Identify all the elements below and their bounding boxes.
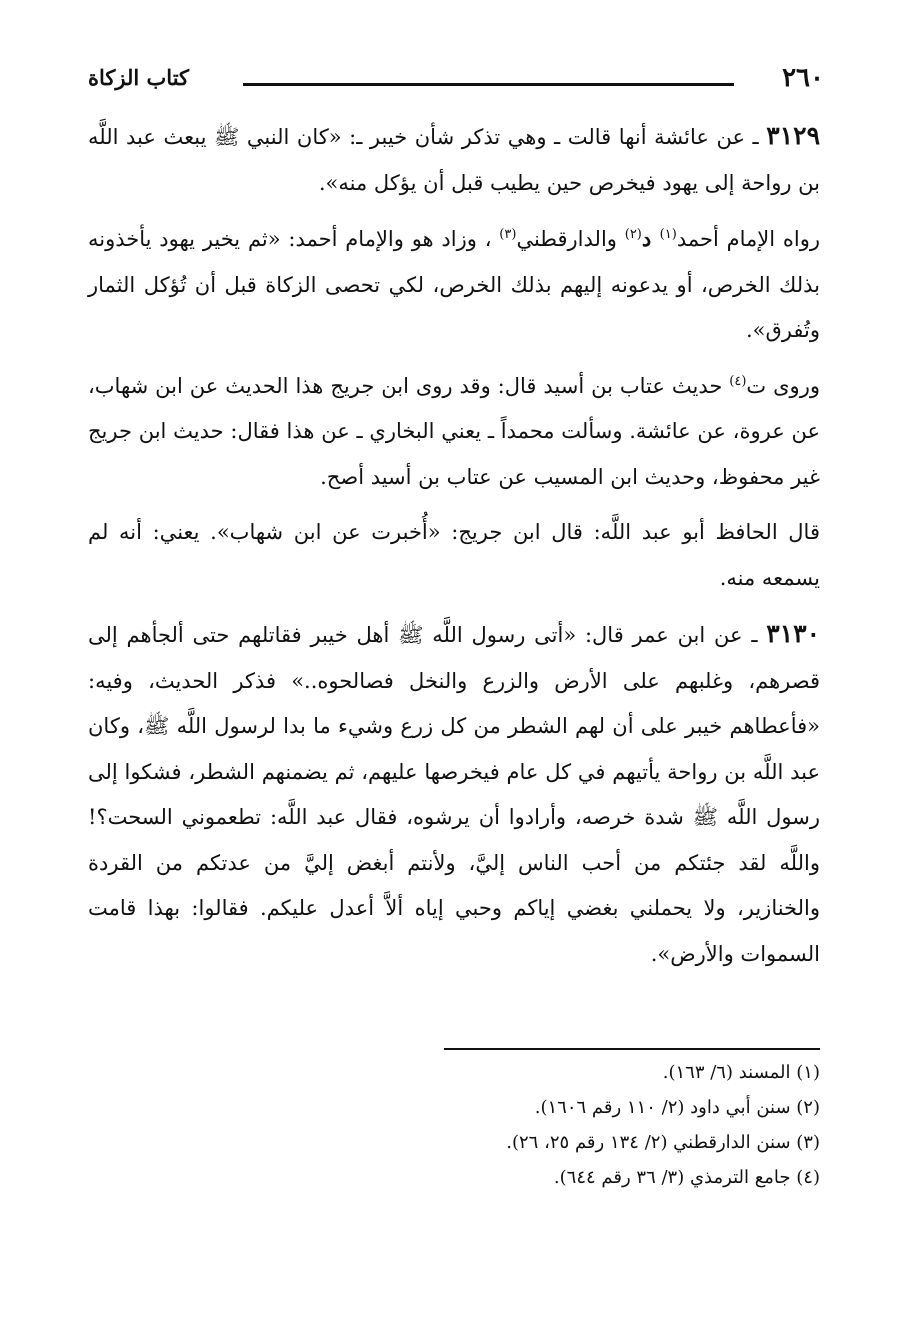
main-text xyxy=(88,113,820,987)
hadith-number: ٣١٣٠ xyxy=(766,619,820,648)
hadith-3130 xyxy=(88,611,820,977)
footnote: (٤) جامع الترمذي (٣/ ٣٦ رقم ٦٤٤). xyxy=(553,1167,820,1188)
footnote-rule xyxy=(444,1048,820,1050)
text-segment: وروى ت xyxy=(746,373,820,398)
text-segment: رواه الإمام أحمد xyxy=(676,227,820,251)
footnote-marker: (٢) xyxy=(624,227,642,242)
text-segment: ، وزاد هو والإمام أحمد: «ثم يخير يهود يأخذونه بذلك الخرص، أو يدعونه إليهم بذلك الخرص، لكي تحصى الزكاة قبل أن تُؤكل الثمار وتُفرق». xyxy=(88,227,820,342)
book-title: كتاب الزكاة xyxy=(88,65,190,90)
footnotes xyxy=(88,1055,820,1195)
text-segment: د xyxy=(641,226,660,251)
text-segment: قال الحافظ أبو عبد اللَّه: قال ابن جريج: «أُخبرت عن ابن شهاب». يعني: أنه لم يسمعه منه. xyxy=(88,520,820,590)
paragraph-hafiz xyxy=(88,510,820,601)
page-number: ٢٦٠ xyxy=(782,63,824,93)
footnote: (١) المسند (٦/ ١٦٣). xyxy=(662,1062,820,1083)
footnote: (٣) سنن الدارقطني (٢/ ١٣٤ رقم ٢٥، ٢٦). xyxy=(506,1132,820,1153)
text-segment: حديث عتاب بن أسيد قال: وقد روى ابن جريج هذا الحديث عن ابن شهاب، عن عروة، عن عائشة. وسألت محمداً ـ يعني البخاري ـ عن هذا فقال: حديث ابن جريج غير محفوظ، وحديث ابن المسيب عن عتاب بن أسيد أصح. xyxy=(88,373,820,489)
footnote-marker: (١) xyxy=(659,227,677,242)
hadith-3129 xyxy=(88,113,820,206)
page-header xyxy=(88,62,824,102)
footnote-marker: (٣) xyxy=(499,227,517,242)
text-segment: والدارقطني xyxy=(516,227,625,251)
hadith-text: ـ عن عائشة أنها قالت ـ وهي تذكر شأن خيبر ـ: «كان النبي ﷺ يبعث عبد اللَّه بن رواحة إلى يهود فيخرص حين يطيب قبل أن يؤكل منه». xyxy=(88,125,820,195)
paragraph-tirmidhi xyxy=(88,364,820,501)
hadith-text: ـ عن ابن عمر قال: «أتى رسول اللَّه ﷺ أهل خيبر فقاتلهم حتى ألجأهم إلى قصرهم، وغلبهم على الأرض والزرع والنخل فصالحوه..» فذكر الحديث، وفيه: «فأعطاهم خيبر على أن لهم الشطر من كل زرع وشيء ما بدا لرسول اللَّه ﷺ، وكان عبد اللَّه بن رواحة يأتيهم في كل عام فيخرصها عليهم، ثم يضمنهم الشطر، فشكوا إلى رسول اللَّه ﷺ شدة خرصه، وأرادوا أن يرشوه، فقال عبد اللَّه: تطعموني السحت؟! واللَّه لقد جئتكم من أحب الناس إليَّ، ولأنتم أبغض إليَّ من عدتكم من القردة والخنازير، ولا يحملني بغضي إياكم وحبي إياه ألاَّ أعدل عليكم. فقالوا: بهذا قامت السموات والأرض». xyxy=(88,623,820,966)
header-rule xyxy=(243,83,734,86)
footnote-marker: (٤) xyxy=(729,373,747,389)
hadith-number: ٣١٢٩ xyxy=(766,121,820,150)
paragraph-ahmad xyxy=(88,216,820,354)
footnote: (٢) سنن أبي داود (٢/ ١١٠ رقم ١٦٠٦). xyxy=(534,1097,820,1118)
